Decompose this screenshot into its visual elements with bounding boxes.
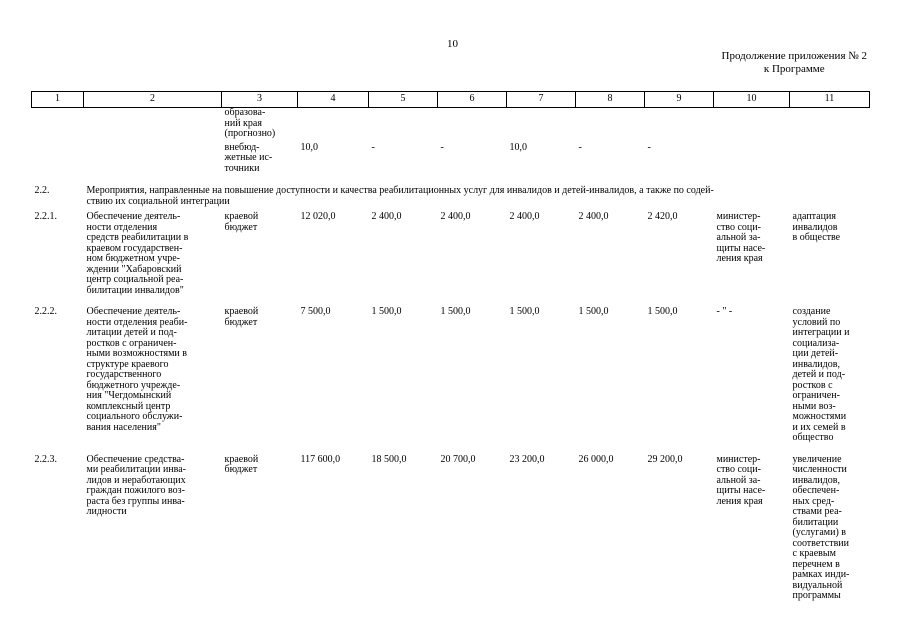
table-row bbox=[32, 306, 870, 454]
table-cell-col-2: Обеспечение деятель- ности отделения реаби- литации детей и под- ростков с ограничен- ными возможностями в структуре краевого государственного бюджетного учрежде- ния "Чегдомынский комплексный центр социального обслужи- вания населения" bbox=[86, 306, 188, 433]
table-cell-col-10: - " - bbox=[716, 306, 733, 317]
table-cell-col-5: - bbox=[371, 141, 375, 153]
page-number: 10 bbox=[447, 38, 458, 50]
section-title: Мероприятия, направленные на повышение доступности и качества реабилитационных услуг для инвалидов и детей-инвалидов, а также по содей- ствию их социальной интеграции bbox=[86, 185, 714, 207]
table-cell-col-8: - bbox=[578, 141, 582, 153]
table-cell-col-4: 7 500,0 bbox=[300, 306, 331, 317]
column-header: 2 bbox=[84, 92, 222, 108]
table-cell-col-7: 10,0 bbox=[509, 141, 527, 153]
column-header: 9 bbox=[645, 92, 714, 108]
table-cell-col-10: министер- ство соци- альной за- щиты насе- ления края bbox=[716, 453, 766, 507]
table-cell-col-11: адаптация инвалидов в обществе bbox=[792, 211, 841, 243]
table-cell-col-6: 2 400,0 bbox=[440, 211, 471, 222]
table-row bbox=[32, 454, 870, 602]
table-cell-col-11 bbox=[790, 142, 870, 179]
table-cell-col-4: 12 020,0 bbox=[300, 211, 336, 222]
table-cell-col-5: 2 400,0 bbox=[371, 211, 402, 222]
table-cell-col-9: 29 200,0 bbox=[647, 453, 683, 465]
column-header: 5 bbox=[369, 92, 438, 108]
table-cell-col-6: - bbox=[440, 141, 444, 153]
table-cell-col-2: Обеспечение деятель- ности отделения средств реабилитации в краевом государствен- ном бюджетном учре- ждении "Хабаровский центр социальной реа- билитации инвалидов" bbox=[86, 211, 189, 296]
table-cell-col-8: 1 500,0 bbox=[578, 306, 609, 317]
column-header: 4 bbox=[298, 92, 369, 108]
column-header: 11 bbox=[790, 92, 870, 108]
table-cell-col-7: 23 200,0 bbox=[509, 453, 545, 465]
table-cell-col-5: 18 500,0 bbox=[371, 453, 407, 465]
table-cell-col-1 bbox=[32, 108, 84, 142]
table-cell-col-6: 20 700,0 bbox=[440, 453, 476, 465]
continuation-line-2: к Программе bbox=[763, 63, 825, 75]
table-cell-col-1: 2.2.3. bbox=[34, 453, 57, 465]
table-cell-col-7: 1 500,0 bbox=[509, 306, 540, 317]
table-cell-col-3: краевой бюджет bbox=[224, 306, 259, 328]
table-cell-col-11: увеличение численности инвалидов, обеспечен- ных сред- ствами реа- билитации (услугами) в соответствии с краевым перечнем в рамках инди- видуальной программы bbox=[792, 453, 850, 601]
program-table bbox=[31, 91, 870, 602]
table-cell-col-10: министер- ство соци- альной за- щиты насе- ления края bbox=[716, 211, 766, 264]
column-header: 3 bbox=[222, 92, 298, 108]
table-cell-col-10 bbox=[714, 142, 790, 179]
table-cell-col-6 bbox=[438, 108, 507, 142]
table-cell-col-6: 1 500,0 bbox=[440, 306, 471, 317]
table-cell-col-4: 10,0 bbox=[300, 141, 318, 153]
table-cell-col-1: 2.2.1. bbox=[34, 211, 57, 222]
column-header: 8 bbox=[576, 92, 645, 108]
table-cell-col-2 bbox=[84, 108, 222, 142]
table-row bbox=[32, 142, 870, 179]
table-cell-col-3: внебюд- жетные ис- точники bbox=[224, 141, 273, 174]
table-cell-col-11: создание условий по интеграции и социализа- ции детей- инвалидов, детей и под- ростков с ограничен- ными воз- можностями и их семей в общество bbox=[792, 306, 850, 443]
continuation-line-1: Продолжение приложения № 2 bbox=[721, 50, 867, 62]
table-cell-col-8: 2 400,0 bbox=[578, 211, 609, 222]
table-cell-col-5 bbox=[369, 108, 438, 142]
table-cell-col-8: 26 000,0 bbox=[578, 453, 614, 465]
section-code: 2.2. bbox=[34, 185, 50, 196]
table-cell-col-7 bbox=[507, 108, 576, 142]
table-cell-col-11 bbox=[790, 108, 870, 142]
table-row bbox=[32, 108, 870, 142]
table-cell-col-9: - bbox=[647, 141, 651, 153]
column-header: 10 bbox=[714, 92, 790, 108]
table-cell-col-3: образова- ний края (прогнозно) bbox=[224, 107, 276, 139]
column-header: 1 bbox=[32, 92, 84, 108]
continuation-note bbox=[722, 50, 867, 76]
table-cell-col-7: 2 400,0 bbox=[509, 211, 540, 222]
table-cell-col-4 bbox=[298, 108, 369, 142]
table-cell-col-9: 2 420,0 bbox=[647, 211, 678, 222]
table-cell-col-9: 1 500,0 bbox=[647, 306, 678, 317]
table-cell-col-4: 117 600,0 bbox=[300, 453, 341, 465]
table-cell-col-9 bbox=[645, 108, 714, 142]
table-cell-col-1 bbox=[32, 142, 84, 179]
table-cell-col-3: краевой бюджет bbox=[224, 453, 259, 475]
table-row bbox=[32, 211, 870, 306]
table-cell-col-8 bbox=[576, 108, 645, 142]
table-cell-col-10 bbox=[714, 108, 790, 142]
table-cell-col-3: краевой бюджет bbox=[224, 211, 259, 233]
table-cell-col-5: 1 500,0 bbox=[371, 306, 402, 317]
table-cell-col-2 bbox=[84, 142, 222, 179]
table-cell-col-2: Обеспечение средства- ми реабилитации инва- лидов и неработающих граждан пожилого воз- раста без группы инва- лидности bbox=[86, 453, 187, 517]
header-row bbox=[32, 92, 870, 108]
column-header: 7 bbox=[507, 92, 576, 108]
column-header: 6 bbox=[438, 92, 507, 108]
table-cell-col-1: 2.2.2. bbox=[34, 306, 57, 317]
section-row bbox=[32, 178, 870, 211]
